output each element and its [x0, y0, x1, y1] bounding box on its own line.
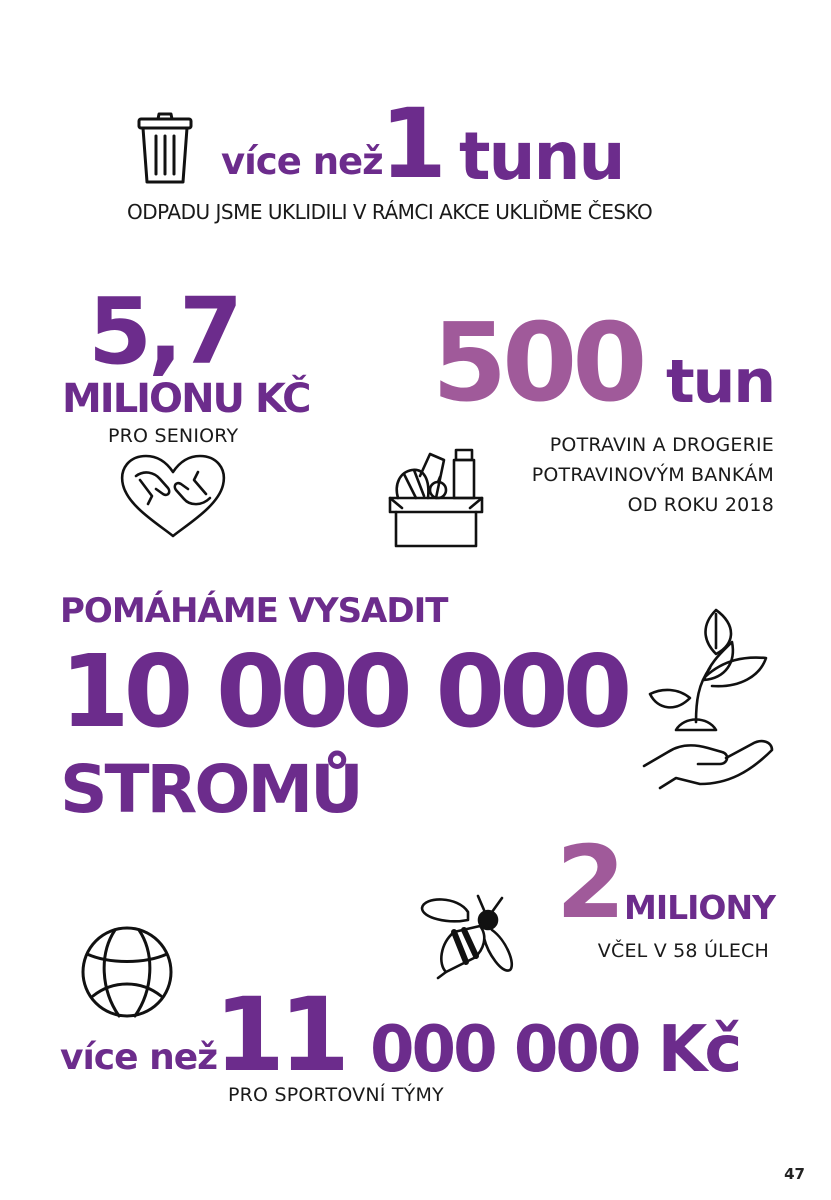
bees-unit: MILIONY [624, 888, 775, 927]
waste-prefix: více než [221, 140, 383, 183]
waste-unit: tunu [459, 118, 624, 195]
seniors-caption: PRO SENIORY [108, 425, 239, 447]
trees-number: 10 000 000 [60, 633, 627, 750]
bees-number: 2 [556, 824, 623, 941]
waste-caption: ODPADU JSME UKLIDILI V RÁMCI AKCE UKLIĎME ČESKO [127, 200, 653, 224]
waste-number: 1 [380, 88, 444, 200]
bees-caption: VČEL V 58 ÚLECH [597, 940, 769, 962]
basketball-icon [79, 924, 175, 1020]
sports-amount-rest: 000 000 Kč [370, 1013, 740, 1087]
bee-icon [418, 892, 518, 984]
sports-number: 11 [214, 976, 344, 1095]
heart-hands-icon [118, 452, 228, 540]
trees-unit: STROMŮ [60, 751, 361, 828]
sports-prefix: více než [60, 1037, 218, 1078]
food-caption-line-3: OD ROKU 2018 [627, 494, 774, 516]
seniors-number: 5,7 [88, 278, 239, 385]
food-caption-line-1: POTRAVIN A DROGERIE [549, 434, 774, 456]
food-number: 500 [432, 301, 643, 426]
food-unit: tun [666, 347, 775, 417]
page-number: 47 [784, 1165, 805, 1183]
sprout-in-hand-icon [640, 602, 780, 796]
sports-caption: PRO SPORTOVNÍ TÝMY [228, 1084, 444, 1106]
trash-bin-icon [136, 111, 194, 185]
grocery-box-icon [386, 446, 486, 550]
trees-prefix: POMÁHÁME VYSADIT [60, 591, 448, 631]
seniors-unit: MILIONU KČ [62, 376, 310, 422]
food-caption-line-2: POTRAVINOVÝM BANKÁM [531, 464, 774, 486]
